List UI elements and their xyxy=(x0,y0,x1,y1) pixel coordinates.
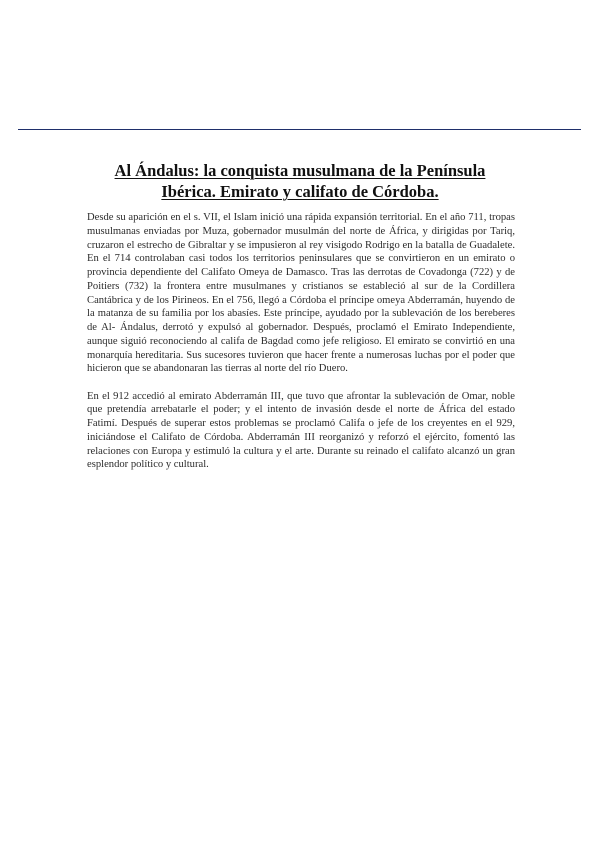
page-title-line-1: Al Ándalus: la conquista musulmana de la Península xyxy=(114,161,486,180)
document-body xyxy=(87,211,515,486)
page-title xyxy=(60,160,540,202)
header-rule xyxy=(18,129,581,130)
paragraph-2: En el 912 accedió al emirato Abderramán III, que tuvo que afrontar la sublevación de Omar, noble que pretendía arrebatarle el poder; y el intento de invasión desde el norte de África del estado Fatimí. Después de superar estos problemas se proclamó Califa o jefe de los creyentes en el 929, iniciándose el Califato de Córdoba. Abderramán III reorganizó y reforzó el ejército, fomentó las relaciones con Europa y estimuló la cultura y el arte. Durante su reinado el califato alcanzó un gran esplendor político y cultural. xyxy=(87,390,515,471)
paragraph-1: Desde su aparición en el s. VII, el Islam inició una rápida expansión territorial. En el año 711, tropas musulmanas enviadas por Muza, gobernador musulmán del norte de África, y dirigidas por Tariq, cruzaron el estrecho de Gibraltar y se impusieron al rey visigodo Rodrigo en la batalla de Guadalete. En el 714 controlaban casi todos los territorios peninsulares que se convirtieron en un emirato o provincia dependiente del Califato Omeya de Damasco. Tras las derrotas de Covadonga (722) y de Poitiers (732) la frontera entre musulmanes y cristianos se estableció al sur de la Cordillera Cantábrica y de los Pirineos. En el 756, llegó a Córdoba el príncipe omeya Abderramán, huyendo de la matanza de su familia por los abasíes. Este príncipe, ayudado por la sublevación de los bereberes de Al- Ándalus, derrotó y expulsó al gobernador. Después, proclamó el Emirato Independiente, aunque siguió reconociendo al califa de Bagdad como jefe religioso. El emirato se convirtió en una monarquía hereditaria. Sus sucesores tuvieron que hacer frente a numerosas luchas por el poder que hicieron que se abandonaran las tierras al norte del río Duero. xyxy=(87,212,515,375)
page-title-line-2: Ibérica. Emirato y califato de Córdoba. xyxy=(161,182,439,201)
